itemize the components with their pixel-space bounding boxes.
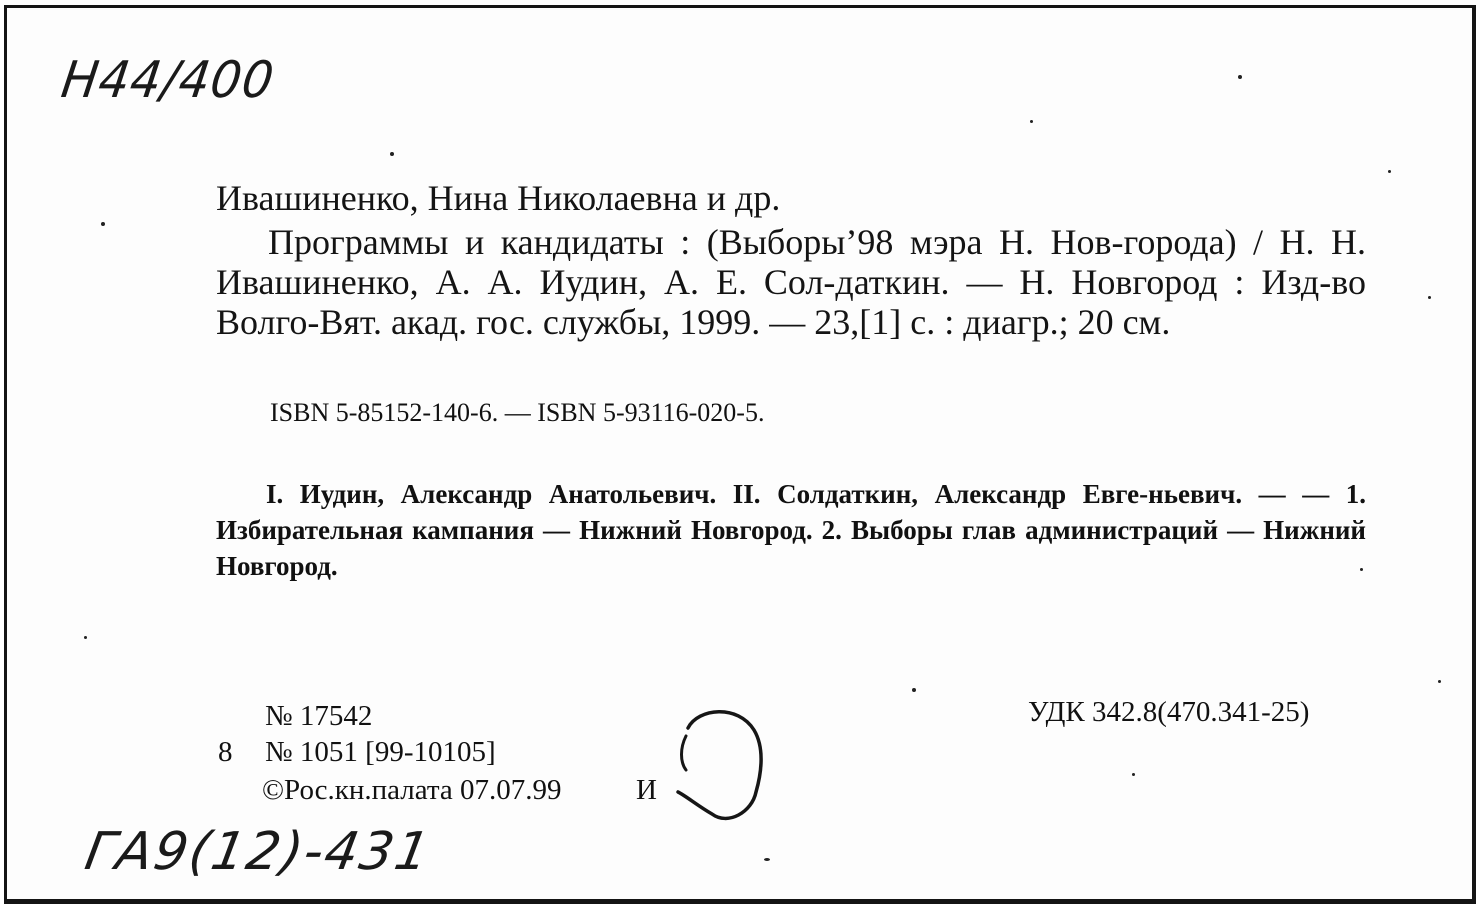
card-count: 8 bbox=[218, 736, 233, 768]
paper-speck bbox=[390, 152, 394, 156]
subject-tracings: I. Иудин, Александр Анатольевич. II. Солдаткин, Александр Евге-ньевич. — — 1. Избирательная кампания — Нижний Новгород. 2. Выборы глав администраций — Нижний Новгород. bbox=[216, 479, 1366, 581]
copyright-line: ©Рос.кн.палата 07.07.99 bbox=[262, 774, 562, 806]
isbn-line: ISBN 5-85152-140-6. — ISBN 5-93116-020-5. bbox=[270, 398, 765, 427]
copyright-suffix: И bbox=[636, 774, 657, 806]
order-number: № 1051 [99-10105] bbox=[265, 736, 496, 768]
registration-number: № 17542 bbox=[265, 700, 373, 732]
paper-speck bbox=[1360, 568, 1363, 571]
paper-speck bbox=[912, 688, 916, 692]
handwritten-classification: ГА9(12)-431 bbox=[80, 822, 436, 882]
paper-speck bbox=[1428, 296, 1431, 299]
paper-speck bbox=[764, 858, 770, 861]
paper-speck bbox=[101, 222, 105, 226]
bibliographic-description: Программы и кандидаты : (Выборы’98 мэра Н. Нов-города) / Н. Н. Ивашиненко, А. А. Иудин, А. Е. Сол-даткин. — Н. Новгород : Изд-во Волго-Вят. акад. гос. службы, 1999. — 23,[1] с. : диагр.; 20 см. bbox=[216, 222, 1366, 342]
paper-speck bbox=[1132, 773, 1135, 776]
paper-speck bbox=[1438, 680, 1441, 683]
oval-stamp bbox=[668, 700, 770, 828]
handwritten-shelf-mark: Н44/400 bbox=[57, 50, 279, 110]
paper-speck bbox=[1030, 120, 1033, 123]
author-heading: Ивашиненко, Нина Николаевна и др. bbox=[216, 178, 781, 218]
paper-speck bbox=[84, 636, 87, 639]
paper-speck bbox=[1388, 170, 1391, 173]
udk-code: УДК 342.8(470.341-25) bbox=[1028, 696, 1310, 728]
paper-speck bbox=[1238, 75, 1242, 79]
